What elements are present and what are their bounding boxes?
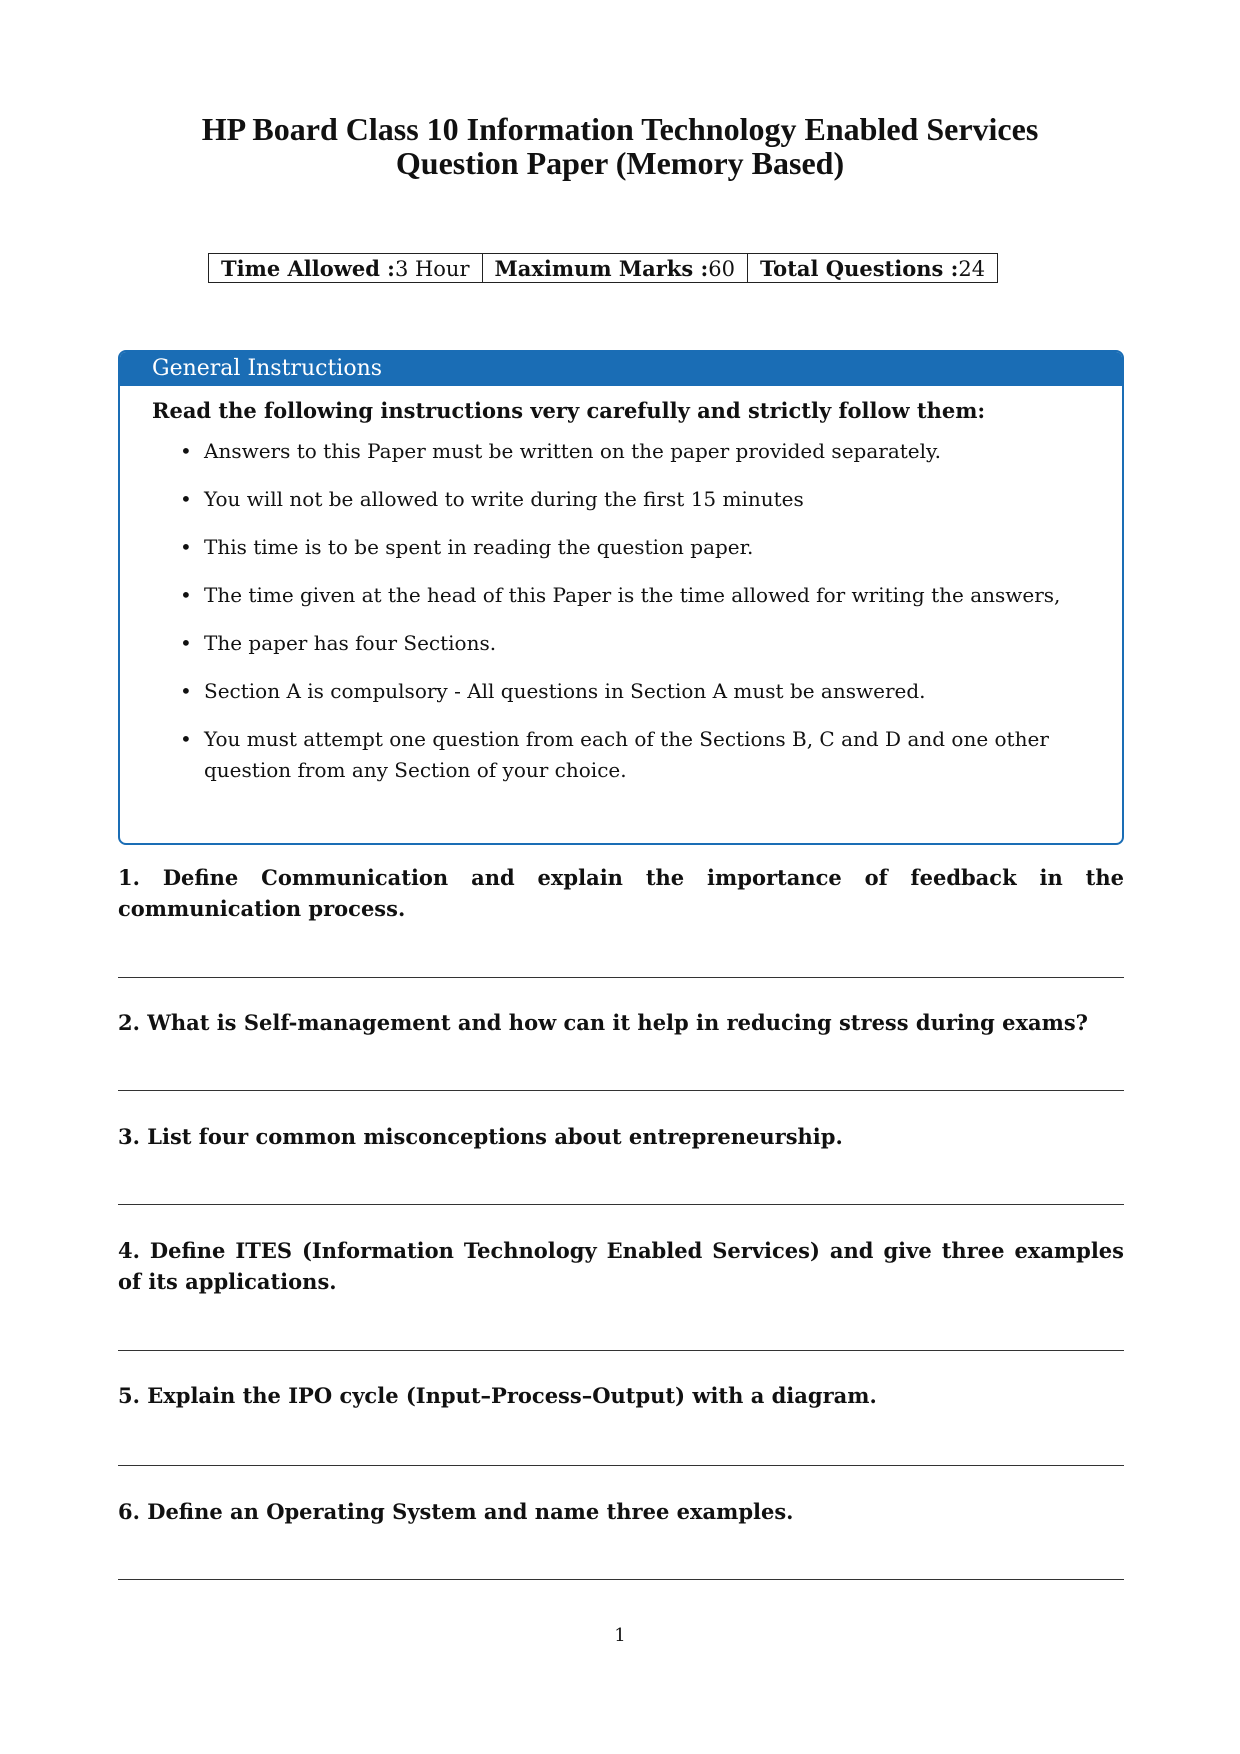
question-2: 2. What is Self-management and how can it help in reducing stress during exams? (118, 1010, 1088, 1035)
question-3: 3. List four common misconceptions about entrepreneurship. (118, 1124, 843, 1149)
instructions-list (120, 436, 1122, 786)
question-5: 5. Explain the IPO cycle (Input–Process–Output) with a diagram. (118, 1383, 877, 1408)
instruction-item (180, 676, 1062, 707)
general-instructions-box (118, 350, 1124, 845)
bullet-icon: • (180, 727, 192, 751)
bullet-icon: • (180, 439, 192, 463)
answer-line (118, 1350, 1124, 1351)
instructions-header: General Instructions (120, 352, 1122, 386)
maximum-marks-label: Maximum Marks : (494, 255, 709, 281)
question-1: 1. Define Communication and explain the importance of feedback in the communication process. (118, 865, 1124, 921)
maximum-marks-value: 60 (708, 256, 735, 281)
title-line-1: HP Board Class 10 Information Technology Enabled Services (201, 111, 1039, 147)
question-4: 4. Define ITES (Information Technology Enabled Services) and give three examples of its applications. (118, 1238, 1124, 1294)
time-allowed-cell (209, 254, 483, 283)
instruction-text: The paper has four Sections. (204, 631, 497, 655)
instruction-text: You must attempt one question from each of the Sections B, C and D and one other question from any Section of your choice. (204, 727, 1049, 782)
time-allowed-value: 3 Hour (394, 256, 470, 281)
answer-line (118, 1204, 1124, 1205)
instruction-item (180, 436, 1062, 467)
total-questions-value: 24 (958, 256, 986, 281)
question-6: 6. Define an Operating System and name three examples. (118, 1499, 794, 1524)
total-questions-label: Total Questions : (759, 255, 959, 281)
bullet-icon: • (180, 679, 192, 703)
bullet-icon: • (180, 535, 192, 559)
time-allowed-label: Time Allowed : (221, 255, 395, 281)
bullet-icon: • (180, 487, 192, 511)
questions-section (118, 862, 1124, 1580)
instruction-text: Section A is compulsory - All questions in Section A must be answered. (204, 679, 926, 703)
page-title (0, 112, 1240, 180)
instruction-item (180, 484, 1062, 515)
bullet-icon: • (180, 631, 192, 655)
instruction-text: You will not be allowed to write during the first 15 minutes (204, 487, 804, 511)
instruction-item (180, 532, 1062, 563)
instructions-lead: Read the following instructions very carefully and strictly follow them: (152, 398, 986, 423)
instruction-item (180, 628, 1062, 659)
instruction-item (180, 580, 1062, 611)
answer-line (118, 1465, 1124, 1466)
maximum-marks-cell (482, 254, 747, 283)
instruction-text: This time is to be spent in reading the question paper. (204, 535, 754, 559)
answer-line (118, 1090, 1124, 1091)
title-line-2: Question Paper (Memory Based) (395, 145, 845, 181)
answer-line (118, 977, 1124, 978)
total-questions-cell (747, 254, 997, 283)
bullet-icon: • (180, 583, 192, 607)
exam-info-table (208, 253, 998, 283)
answer-line (118, 1579, 1124, 1580)
instruction-item (180, 724, 1062, 786)
instruction-text: The time given at the head of this Paper is the time allowed for writing the answers, (204, 583, 1061, 607)
instruction-text: Answers to this Paper must be written on the paper provided separately. (204, 439, 942, 463)
page-number: 1 (614, 1625, 626, 1646)
